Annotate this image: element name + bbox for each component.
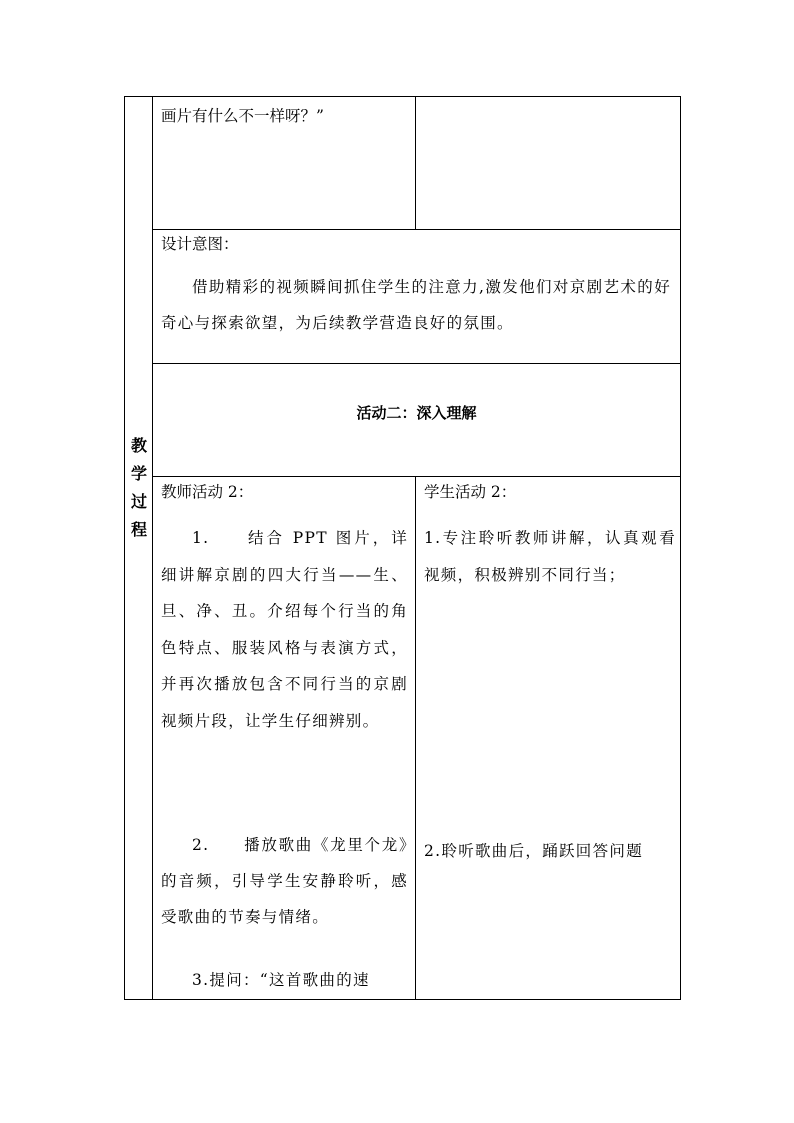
teacher-activity-p2: 2. 播放歌曲《龙里个龙》的音频，引导学生安静聆听，感受歌曲的节奏与情绪。: [161, 836, 408, 926]
teacher-activity-p1: 1. 结合 PPT 图片，详细讲解京剧的四大行当——生、旦、净、丑。介绍每个行当的角色特点、服装风格与表演方式，并再次播放包含不同行当的京剧视频片段，让学生仔细辨别。: [161, 529, 408, 730]
row-divider-2: [152, 363, 681, 364]
row1-column-divider: [415, 96, 416, 229]
side-label-char-4: 程: [130, 520, 147, 539]
student-activity-p1: 1.专注聆听教师讲解，认真观看视频，积极辨别不同行当；: [424, 529, 676, 584]
teacher-activity-p3: 3.提问：“这首歌曲的速: [192, 971, 370, 989]
row1-left-text: 画片有什么不一样呀？”: [161, 107, 324, 125]
activity-column-divider: [415, 476, 416, 1000]
row-divider-3: [152, 476, 681, 477]
side-label-char-1: 教: [130, 436, 147, 455]
teacher-activity-heading: 教师活动 2：: [161, 483, 254, 501]
student-activity-p2: 2.聆听歌曲后，踊跃回答问题: [424, 842, 643, 860]
side-column-divider: [152, 96, 153, 1000]
activity-title: 活动二：深入理解: [356, 404, 477, 422]
side-label-char-3: 过: [130, 492, 147, 511]
student-activity-heading: 学生活动 2：: [424, 483, 517, 501]
side-label-char-2: 学: [130, 464, 147, 483]
design-intent-body: 借助精彩的视频瞬间抓住学生的注意力,激发他们对京剧艺术的好奇心与探索欲望，为后续教学营造良好的氛围。: [161, 278, 671, 332]
design-intent-label: 设计意图：: [161, 235, 239, 253]
